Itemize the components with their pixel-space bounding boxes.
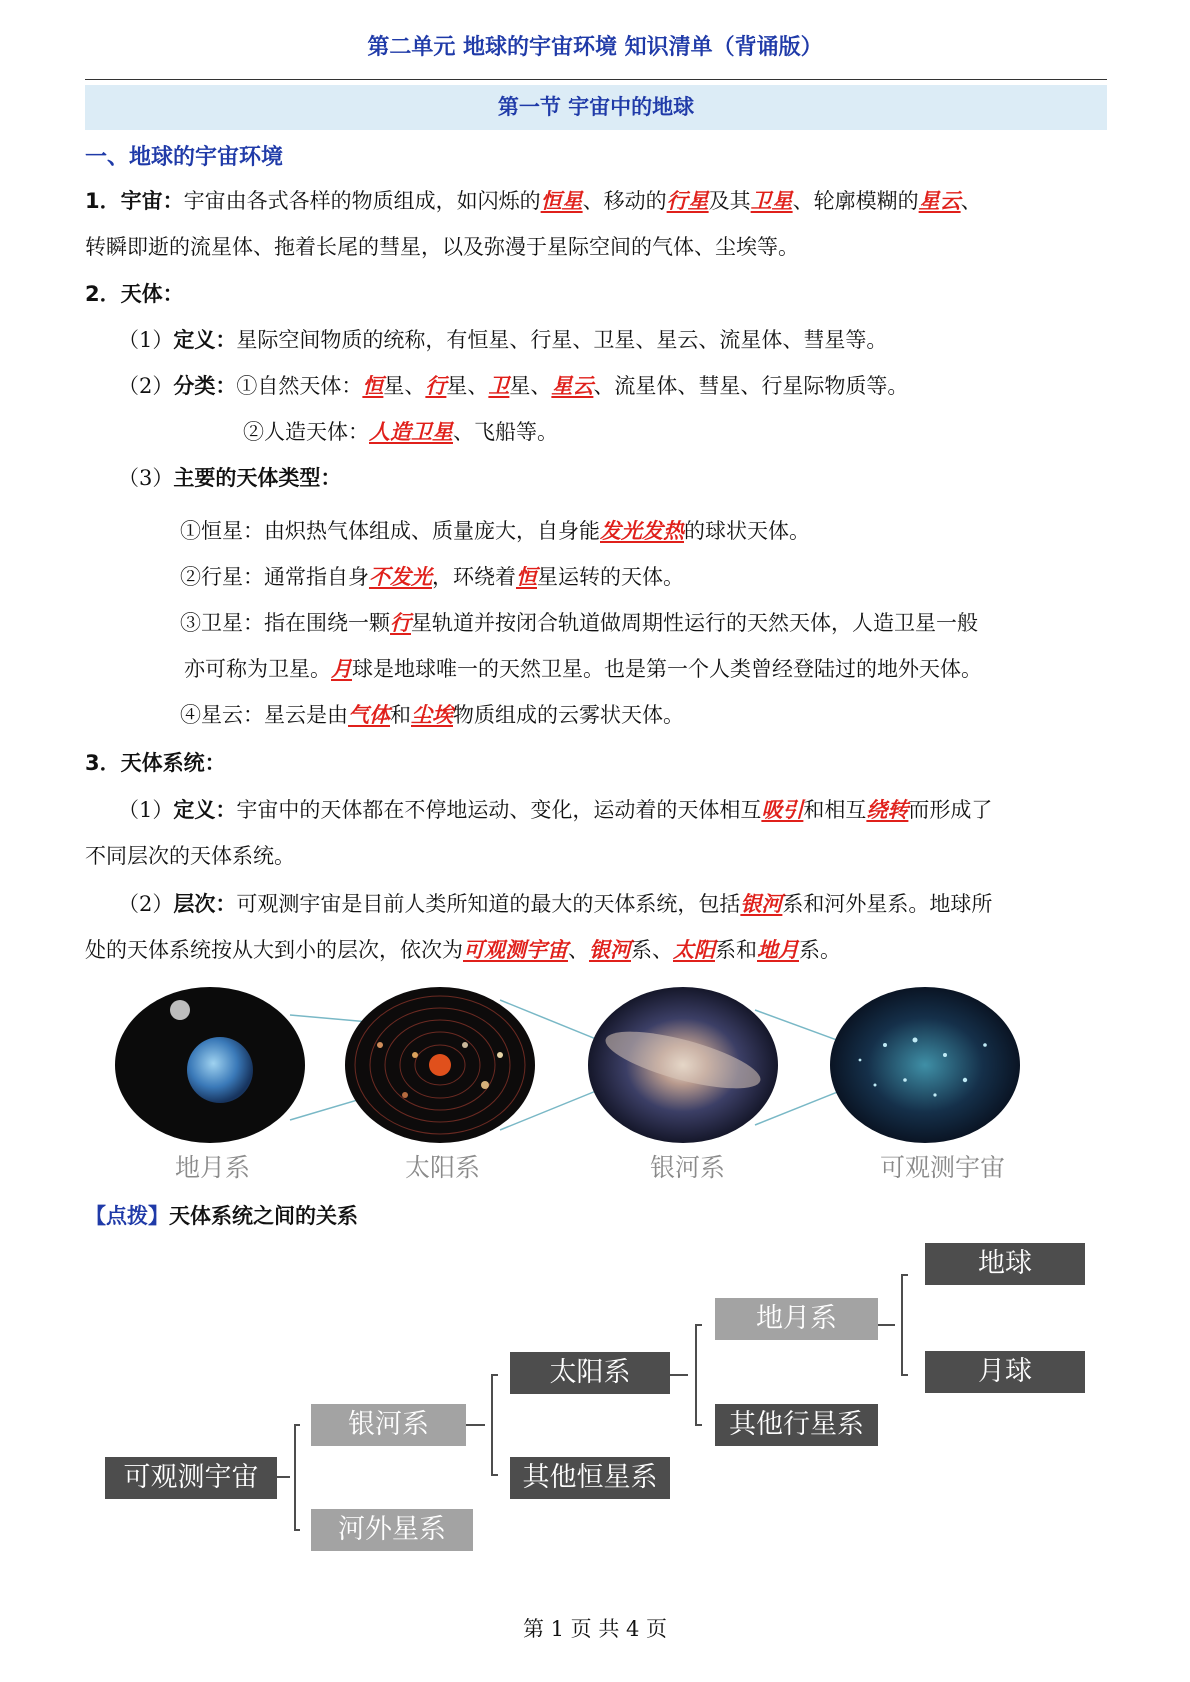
- node-solar-system: 太阳系: [510, 1352, 670, 1394]
- node-other-star-systems: 其他恒星系: [510, 1457, 670, 1499]
- type-planet: ②行星：通常指自身不发光，环绕着恒星运转的天体。: [180, 565, 684, 589]
- tip-heading: 【点拨】天体系统之间的关系: [85, 1204, 358, 1228]
- label-observable-universe: 可观测宇宙: [880, 1153, 1006, 1182]
- document-title: 第二单元 地球的宇宙环境 知识清单（背诵版）: [367, 35, 823, 60]
- system-levels-line2: 处的天体系统按从大到小的层次，依次为可观测宇宙、银河系、太阳系和地月系。: [85, 938, 841, 962]
- section-title: 第一节 宇宙中的地球: [85, 85, 1107, 130]
- celestial-definition: （1）定义：星际空间物质的统称，有恒星、行星、卫星、星云、流星体、彗星等。: [118, 328, 888, 352]
- label-earth-moon-system: 地月系: [175, 1153, 251, 1182]
- earth-image: [187, 1037, 253, 1103]
- node-extragalactic: 河外星系: [311, 1509, 473, 1551]
- node-other-planet-systems: 其他行星系: [715, 1404, 878, 1446]
- label-celestial-system: 3．天体系统：: [85, 751, 226, 775]
- heading-cosmic-environment: 一、地球的宇宙环境: [85, 145, 284, 170]
- paragraph-universe-line2: 转瞬即逝的流星体、拖着长尾的彗星，以及弥漫于星际空间的气体、尘埃等。: [85, 235, 799, 259]
- node-earth: 地球: [925, 1243, 1085, 1285]
- page-number: 第 1 页 共 4 页: [522, 1617, 668, 1641]
- header-divider: [85, 79, 1107, 80]
- paragraph-universe: 1．宇宙：宇宙由各式各样的物质组成，如闪烁的恒星、移动的行星及其卫星、轮廓模糊的星云、: [85, 189, 982, 213]
- node-earth-moon-system: 地月系: [715, 1298, 878, 1340]
- node-milky-way: 银河系: [311, 1404, 466, 1446]
- type-star: ①恒星：由炽热气体组成、质量庞大，自身能发光发热的球状天体。: [180, 519, 810, 543]
- label-universe: 1．宇宙：: [85, 189, 184, 213]
- system-levels: （2）层次：可观测宇宙是目前人类所知道的最大的天体系统，包括银河系和河外星系。地球所: [118, 892, 993, 916]
- main-types-heading: （3）主要的天体类型：: [118, 466, 342, 490]
- label-celestial-body: 2．天体：: [85, 282, 184, 306]
- sun-image: [429, 1054, 451, 1076]
- node-observable-universe: 可观测宇宙: [105, 1457, 277, 1499]
- system-definition-line2: 不同层次的天体系统。: [85, 844, 295, 868]
- label-solar-system: 太阳系: [405, 1153, 481, 1182]
- celestial-systems-illustration: [115, 985, 1075, 1155]
- node-moon: 月球: [925, 1351, 1085, 1393]
- type-satellite: ③卫星：指在围绕一颗行星轨道并按闭合轨道做周期性运行的天然天体，人造卫星一般: [180, 611, 978, 635]
- type-nebula: ④星云：星云是由气体和尘埃物质组成的云雾状天体。: [180, 703, 684, 727]
- type-satellite-line2: 亦可称为卫星。月球是地球唯一的天然卫星。也是第一个人类曾经登陆过的地外天体。: [184, 657, 982, 681]
- celestial-classification: （2）分类：①自然天体：恒星、行星、卫星、星云、流星体、彗星、行星际物质等。: [118, 374, 909, 398]
- observable-universe-image: [830, 987, 1020, 1143]
- system-definition: （1）定义：宇宙中的天体都在不停地运动、变化，运动着的天体相互吸引和相互绕转而形成了: [118, 798, 993, 822]
- label-milky-way: 银河系: [650, 1153, 726, 1182]
- moon-image: [170, 1000, 190, 1020]
- artificial-bodies: ②人造天体：人造卫星、飞船等。: [243, 420, 558, 444]
